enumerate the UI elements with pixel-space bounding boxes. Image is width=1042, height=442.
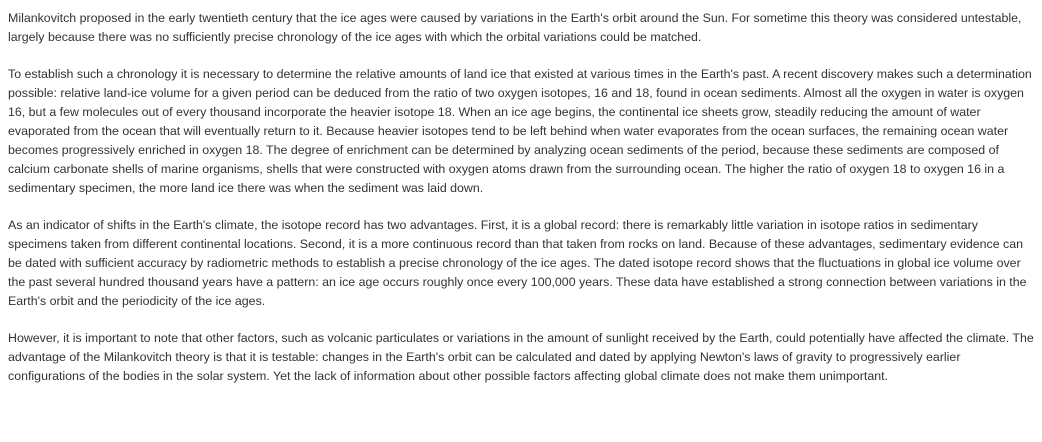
paragraph-2: To establish such a chronology it is necessary to determine the relative amounts of land ice that existed at various times in the Earth's past. A recent discovery makes such a determination possible: relative land-ice volume for a given period can be deduced from the ratio of two oxygen isotopes, 16 and 18, found in ocean sediments. Almost all the oxygen in water is oxygen 16, but a few molecules out of every thousand incorporate the heavier isotope 18. When an ice age begins, the continental ice sheets grow, steadily reducing the amount of water evaporated from the ocean that will eventually return to it. Because heavier isotopes tend to be left behind when water evaporates from the ocean surfaces, the remaining ocean water becomes progressively enriched in oxygen 18. The degree of enrichment can be determined by analyzing ocean sediments of the period, because these sediments are composed of calcium carbonate shells of marine organisms, shells that were constructed with oxygen atoms drawn from the surrounding ocean. The higher the ratio of oxygen 18 to oxygen 16 in a sedimentary specimen, the more land ice there was when the sediment was laid down. (8, 67, 1032, 195)
paragraph-1: Milankovitch proposed in the early twentieth century that the ice ages were caused by variations in the Earth's orbit around the Sun. For sometime this theory was considered untestable, largely because there was no sufficiently precise chronology of the ice ages with which the orbital variations could be matched. (8, 11, 1022, 44)
paragraph-3: As an indicator of shifts in the Earth's climate, the isotope record has two advantages. First, it is a global record: there is remarkably little variation in isotope ratios in sedimentary specimens taken from different continental locations. Second, it is a more continuous record than that taken from rocks on land. Because of these advantages, sedimentary evidence can be dated with sufficient accuracy by radiometric methods to establish a precise chronology of the ice ages. The dated isotope record shows that the fluctuations in global ice volume over the past several hundred thousand years have a pattern: an ice age occurs roughly once every 100,000 years. These data have established a strong connection between variations in the Earth's orbit and the periodicity of the ice ages. (8, 218, 1027, 308)
reading-passage (8, 0, 1038, 386)
paragraph-4: However, it is important to note that other factors, such as volcanic particulates or variations in the amount of sunlight received by the Earth, could potentially have affected the climate. The advantage of the Milankovitch theory is that it is testable: changes in the Earth's orbit can be calculated and dated by applying Newton's laws of gravity to progressively earlier configurations of the bodies in the solar system. Yet the lack of information about other possible factors affecting global climate does not make them unimportant. (8, 331, 1034, 383)
